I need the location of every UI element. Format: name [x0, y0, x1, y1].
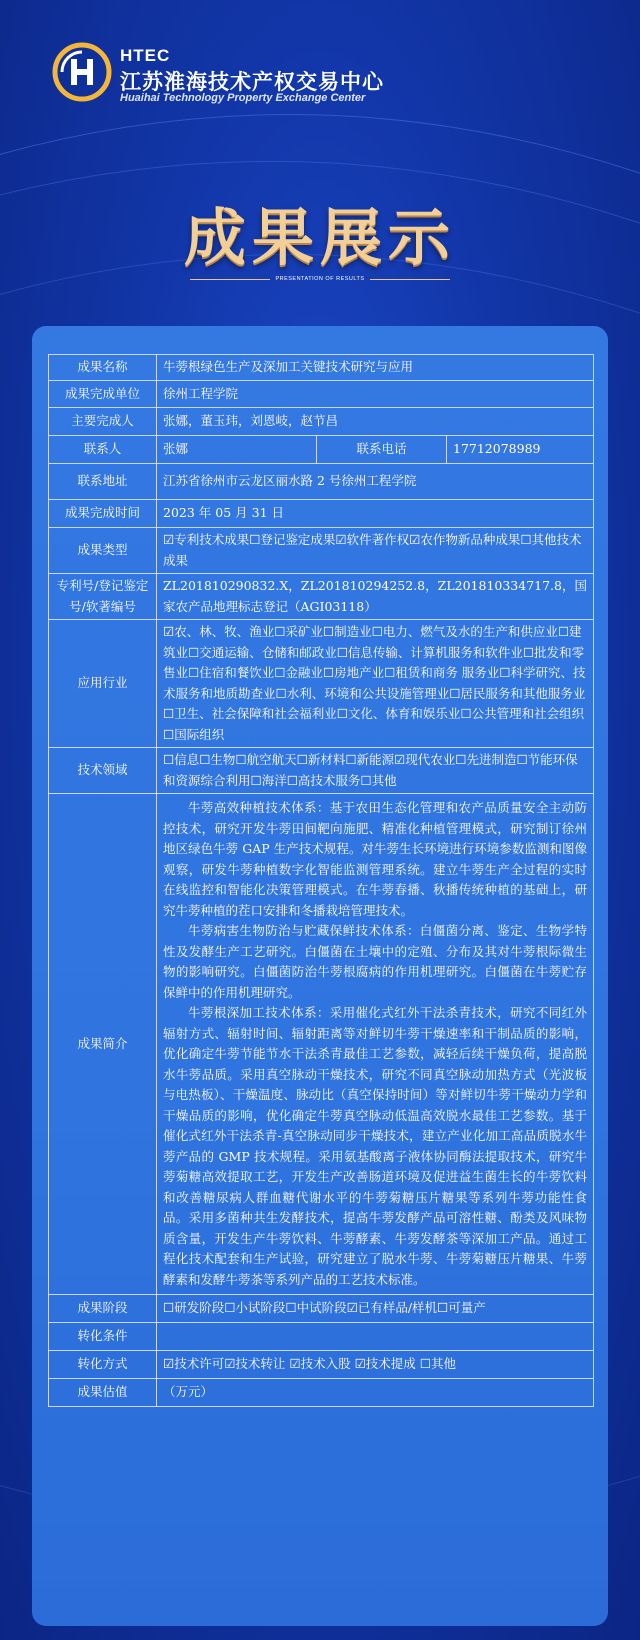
mode-value: ☑技术许可☑技术转让 ☑技术入股 ☑技术提成 ☐其他: [157, 1351, 594, 1379]
unit-label: 成果完成单位: [49, 381, 157, 408]
type-value: ☑专利技术成果☐登记鉴定成果☑软件著作权☑农作物新品种成果☐其他技术成果: [157, 528, 594, 574]
table-row: [49, 500, 594, 528]
contact-value: 张娜: [157, 436, 317, 464]
field-value: ☐信息☐生物☐航空航天☐新材料☐新能源☑现代农业☐先进制造☐节能环保和资源综合利用☐海洋☐高技术服务☐其他: [157, 748, 594, 794]
unit-value: 徐州工程学院: [157, 381, 594, 408]
estimate-value: （万元）: [157, 1379, 594, 1407]
contact-label: 联系人: [49, 436, 157, 464]
condition-label: 转化条件: [49, 1323, 157, 1351]
table-row: [49, 1351, 594, 1379]
table-row: [49, 574, 594, 620]
people-label: 主要完成人: [49, 408, 157, 436]
table-row: [49, 1379, 594, 1407]
type-label: 成果类型: [49, 528, 157, 574]
patent-value: ZL201810290832.X，ZL201810294252.8，ZL201810334717.8，国家农产品地理标志登记（AGI03118）: [157, 574, 594, 620]
intro-paragraph-2: 牛蒡病害生物防治与贮藏保鲜技术体系：白僵菌分离、鉴定、生物学特性及发酵生产工艺研究。白僵菌在土壤中的定殖、分布及其对牛蒡根际微生物的影响研究。白僵菌防治牛蒡根腐病的作用机理研究。白僵菌在牛蒡贮存保鲜中的作用机理研究。: [163, 923, 587, 1000]
patent-label: 专利号/登记鉴定号/软著编号: [49, 574, 157, 620]
phone-value: 17712078989: [447, 436, 594, 464]
htec-logo-icon: [52, 42, 112, 102]
table-row: [49, 528, 594, 574]
name-value: 牛蒡根绿色生产及深加工关键技术研究与应用: [157, 355, 594, 381]
org-english-name: Huaihai Technology Property Exchange Center: [120, 92, 366, 104]
name-label: 成果名称: [49, 355, 157, 381]
stage-value: ☐研发阶段☐小试阶段☐中试阶段☑已有样品/样机☐可量产: [157, 1295, 594, 1323]
address-label: 联系地址: [49, 464, 157, 500]
achievement-table: [48, 354, 594, 1407]
page-title: 成果展示: [183, 201, 456, 274]
table-row: [49, 1295, 594, 1323]
intro-value: [157, 794, 594, 1295]
mode-label: 转化方式: [49, 1351, 157, 1379]
intro-paragraph-3: 牛蒡根深加工技术体系：采用催化式红外干法杀青技术，研究不同红外辐射方式、辐射时间、辐射距离等对鲜切牛蒡干燥速率和干制品质的影响，优化确定牛蒡节能节水干法杀青最佳工艺参数，减轻后续干燥负荷，提高脱水牛蒡品质。采用真空脉动干燥技术，研究不同真空脉动加热方式（光波板与电热板）、干燥温度、脉动比（真空保持时间）等对鲜切牛蒡干燥动力学和干燥品质的影响，优化确定牛蒡真空脉动低温高效脱水最佳工艺参数。基于催化式红外干法杀青-真空脉动同步干燥技术，建立产业化加工高品质脱水牛蒡产品的 GMP 技术规程。采用氨基酸离子液体协同酶法提取技术，研究牛蒡菊糖高效提取工艺，开发生产改善肠道环境及促进益生菌生长的牛蒡饮料和改善糖尿病人群血糖代谢水平的牛蒡菊糖压片糖果等系列牛蒡功能性食品。采用多菌种共生发酵技术，提高牛蒡发酵产品可溶性糖、酚类及风味物质含量，开发生产牛蒡饮料、牛蒡酵素、牛蒡发酵茶等深加工产品。通过工程化技术配套和生产试验，研究建立了脱水牛蒡、牛蒡菊糖压片糖果、牛蒡酵素和发酵牛蒡茶等系列产品的工艺技术标准。: [163, 1005, 587, 1287]
intro-label: 成果简介: [49, 794, 157, 1295]
phone-label: 联系电话: [317, 436, 447, 464]
time-value: 2023 年 05 月 31 日: [157, 500, 594, 528]
table-row: [49, 408, 594, 436]
intro-paragraph-1: 牛蒡高效种植技术体系：基于农田生态化管理和农产品质量安全主动防控技术，研究开发牛蒡田间靶向施肥、精准化种植管理模式，研究制订徐州地区绿色牛蒡 GAP 生产技术规程。对牛蒡生长环境进行环境参数监测和图像观察，研发牛蒡种植数字化智能监测管理系统。建立牛蒡生产全过程的实时在线监控和智能化决策管理模式。在牛蒡春播、秋播传统种植的基础上，研究牛蒡种植的茬口安排和冬播栽培管理技术。: [163, 800, 587, 918]
field-label: 技术领域: [49, 748, 157, 794]
estimate-label: 成果估值: [49, 1379, 157, 1407]
table-row: [49, 620, 594, 748]
table-row: [49, 464, 594, 500]
industry-value: ☑农、林、牧、渔业☐采矿业☐制造业☐电力、燃气及水的生产和供应业☐建筑业☐交通运输、仓储和邮政业☐信息传输、计算机服务和软件业☐批发和零售业☐住宿和餐饮业☐金融业☐房地产业☐租赁和商务 服务业☐科学研究、技术服务和地质勘查业☐水利、环境和公共设施管理业☐居民服务和其他服务业☐卫生、社会保障和社会福利业☐文化、体育和娱乐业☐公共管理和社会组织☐国际组织: [157, 620, 594, 748]
stage-label: 成果阶段: [49, 1295, 157, 1323]
address-value: 江苏省徐州市云龙区丽水路 2 号徐州工程学院: [157, 464, 594, 500]
table-row: [49, 381, 594, 408]
industry-label: 应用行业: [49, 620, 157, 748]
time-label: 成果完成时间: [49, 500, 157, 528]
table-row: [49, 355, 594, 381]
condition-value: [157, 1323, 594, 1351]
table-row: [49, 1323, 594, 1351]
people-value: 张娜，董玉玮，刘恩岐，赵节昌: [157, 408, 594, 436]
table-row: [49, 436, 594, 464]
table-row: [49, 794, 594, 1295]
org-short-name: HTEC: [120, 46, 171, 65]
page-subtitle: PRESENTATION OF RESULTS: [275, 276, 365, 282]
org-chinese-name: 江苏淮海技术产权交易中心: [120, 70, 384, 94]
table-row: [49, 748, 594, 794]
